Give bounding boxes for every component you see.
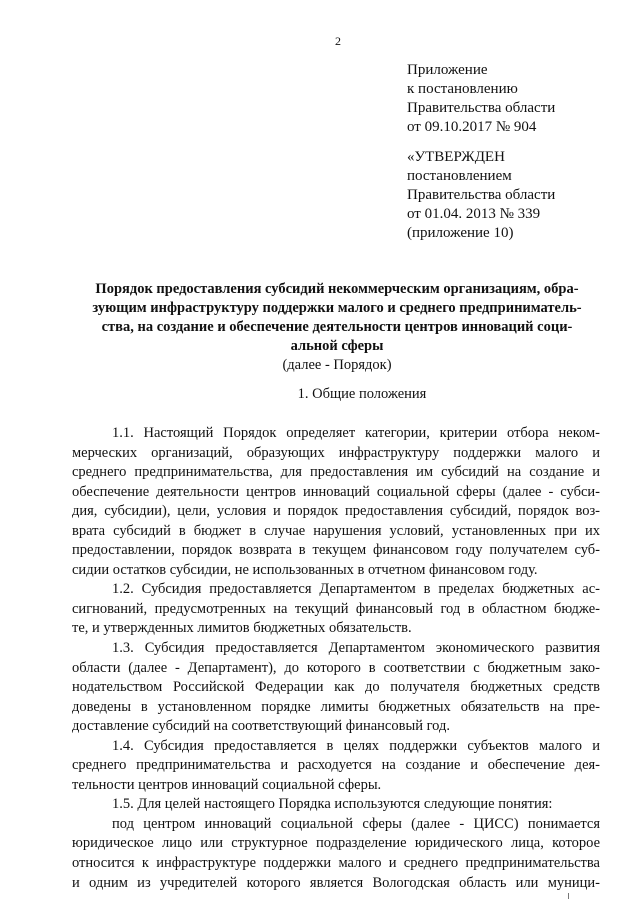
approved-line: «УТВЕРЖДЕН (407, 149, 505, 165)
body-line: относится к инфраструктуре поддержки малого и среднего предпринимательства (72, 855, 600, 872)
body-line: 1.1. Настоящий Порядок определяет категории, критерии отбора неком- (112, 425, 600, 441)
approval-line: к постановлению (407, 81, 518, 97)
approval-line: Правительства области (407, 100, 556, 116)
body-line: области (далее - Департамент), до которого в соответствии с бюджетным зако- (72, 659, 600, 676)
body-line: среднего предпринимательства и расходуется на создание и обеспечение дея- (72, 757, 600, 774)
body-line: врата субсидий в бюджет в случае нарушения условий, установленных при их (72, 522, 600, 539)
document-body (72, 424, 600, 893)
section-heading: 1. Общие положения (297, 386, 427, 402)
body-line: тельности центров инноваций социальной сферы. (72, 776, 382, 793)
body-line: сидии остатков субсидии, не использованных в отчетном финансовом году. (72, 561, 538, 578)
body-line: 1.2. Субсидия предоставляется Департаментом в пределах бюджетных ас- (112, 581, 600, 598)
body-line: 1.3. Субсидия предоставляется Департаментом экономического развития (112, 640, 600, 657)
scan-mark (568, 893, 569, 899)
body-line: предоставлении, порядок возврата в текущем финансовом году получателем суб- (72, 542, 600, 559)
body-line: сигнований, предусмотренных на текущий финансовый год в областном бюдже- (72, 600, 600, 617)
body-line: 1.4. Субсидия предоставляется в целях поддержки субъектов малого и (112, 737, 600, 754)
title-line: Порядок предоставления субсидий некоммерческим организациям, обра- (95, 281, 579, 297)
body-line: дия, субсидии), цели, условия и порядок предоставления субсидий, порядок воз- (72, 503, 600, 520)
body-line: нодательством Российской Федерации как до получателя бюджетных средств (72, 679, 600, 696)
approved-line: Правительства области (407, 187, 556, 203)
body-line: те, и утвержденных лимитов бюджетных обязательств. (72, 620, 412, 637)
body-line: юридическое лицо или структурное подразделение юридического лица, которое (72, 835, 600, 852)
body-line: и одним из учредителей которого является Вологодская область или муници- (72, 874, 600, 891)
title-line: зующим инфраструктуру поддержки малого и среднего предприниматель- (92, 300, 582, 316)
approval-block (407, 61, 627, 137)
approved-line: от 01.04. 2013 № 339 (407, 206, 541, 222)
approval-line: Приложение (407, 62, 488, 78)
approved-block (407, 148, 627, 243)
title-line: ства, на создание и обеспечение деятельности центров инноваций соци- (101, 319, 573, 335)
document-title (72, 280, 602, 356)
body-line: под центром инноваций социальной сферы (далее - ЦИСС) понимается (112, 815, 600, 832)
body-line: 1.5. Для целей настоящего Порядка используются следующие понятия: (112, 796, 553, 813)
body-line: мерческих организаций, образующих инфраструктуру поддержки малого и (72, 444, 600, 461)
approved-line: (приложение 10) (407, 225, 514, 241)
title-line: альной сферы (290, 338, 384, 354)
page-number: 2 (335, 34, 341, 48)
body-line: доведены в установленном порядке лимиты бюджетных обязательств на пре- (72, 698, 600, 715)
body-line: доставление субсидий на соответствующий финансовый год. (72, 718, 450, 735)
approval-line: от 09.10.2017 № 904 (407, 119, 537, 135)
body-line: обеспечение деятельности центров инноваций социальной сферы (далее - субси- (72, 483, 600, 500)
approved-line: постановлением (407, 168, 512, 184)
document-subtitle: (далее - Порядок) (282, 357, 392, 373)
body-line: среднего предпринимательства, для предоставления им субсидий на создание и (72, 464, 600, 481)
